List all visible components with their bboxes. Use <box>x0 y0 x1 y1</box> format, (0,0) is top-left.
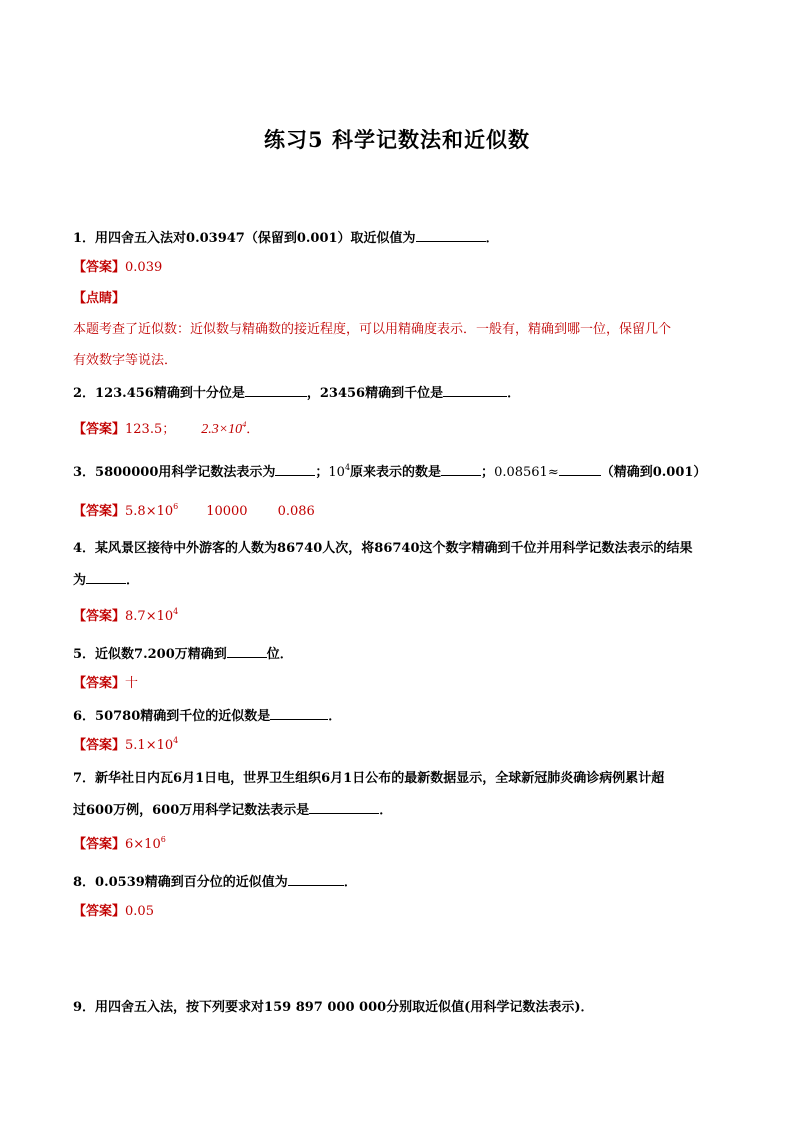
answer-blank <box>443 384 507 397</box>
answer-value-c: 0.086 <box>277 504 315 519</box>
answer-blank <box>245 384 307 397</box>
question-3-text-c: 原来表示的数是 <box>350 465 442 480</box>
question-1-text: 1．用四舍五入法对0.03947（保留到0.001）取近似值为 <box>73 231 416 246</box>
answer-4 <box>73 608 178 626</box>
answer-blank <box>416 229 486 242</box>
question-6-text: 6．50780精确到千位的近似数是 <box>73 709 271 724</box>
question-8-text: 8．0.0539精确到百分位的近似值为 <box>73 875 288 890</box>
question-5-end: 位． <box>266 647 293 662</box>
question-8 <box>73 873 357 892</box>
answer-blank <box>288 873 344 886</box>
answer-tag: 【答案】 <box>73 422 126 437</box>
question-3 <box>73 463 706 482</box>
answer-1 <box>73 259 162 277</box>
question-3-text-a: 3．5800000用科学记数法表示为 <box>73 465 276 480</box>
page-title: 练习5 科学记数法和近似数 <box>264 127 530 152</box>
answer-blank <box>309 801 379 814</box>
answer-tag: 【答案】 <box>73 904 126 919</box>
answer-value: $5.1\times 10^4$ <box>125 736 179 753</box>
question-5 <box>73 645 293 664</box>
answer-value: $6\times 10^6$ <box>125 835 166 852</box>
answer-8 <box>73 903 154 921</box>
question-4-end: ． <box>126 573 140 588</box>
question-4-line-2 <box>73 571 139 590</box>
question-3-text-d: ； <box>481 465 495 480</box>
answer-value-a: 123.5； <box>125 422 176 437</box>
answer-3 <box>73 503 315 521</box>
answer-tag: 【答案】 <box>73 738 126 753</box>
answer-6 <box>73 737 178 755</box>
question-2-text-b: ，23456精确到千位是 <box>306 386 444 401</box>
answer-blank <box>227 645 267 658</box>
question-1-end: ． <box>485 231 499 246</box>
answer-blank <box>559 463 601 476</box>
answer-5 <box>73 675 138 693</box>
answer-tag: 【答案】 <box>73 676 126 691</box>
answer-tag: 【答案】 <box>73 837 126 852</box>
answer-value-b: 10000 <box>206 504 248 519</box>
hint-line-2: 有效数字等说法． <box>73 353 178 368</box>
answer-end: ． <box>246 422 260 437</box>
answer-7 <box>73 836 166 854</box>
answer-value: 0.05 <box>125 904 154 919</box>
hint-tag-text: 【点睛】 <box>73 291 126 306</box>
answer-tag: 【答案】 <box>73 260 126 275</box>
question-9: 9．用四舍五入法，按下列要求对159 897 000 000分别取近似值(用科学记数法表示)． <box>73 1000 594 1015</box>
hint-tag <box>73 290 125 308</box>
question-6 <box>73 707 341 726</box>
question-7-text: 过600万例，600万用科学记数法表示是 <box>73 803 310 818</box>
answer-blank <box>86 571 126 584</box>
answer-blank <box>270 707 328 720</box>
question-2-text-a: 2．123.456精确到十分位是 <box>73 386 245 401</box>
question-4-text: 为 <box>73 573 87 588</box>
answer-blank <box>441 463 481 476</box>
answer-value: $8.7\times 10^4$ <box>125 607 179 624</box>
question-2-end: ． <box>507 386 521 401</box>
hint-line-1: 本题考查了近似数：近似数与精确数的接近程度，可以用精确度表示．一般有，精确到哪一位，保留几个 <box>73 322 672 337</box>
answer-value-a: $5.8\times 10^6$ <box>125 502 179 519</box>
power-expression: $10^4$ <box>328 463 351 480</box>
question-2 <box>73 384 520 403</box>
question-8-end: ． <box>343 875 357 890</box>
question-7-end: ． <box>379 803 393 818</box>
question-7-line-2 <box>73 801 392 820</box>
answer-tag: 【答案】 <box>73 504 126 519</box>
answer-tag: 【答案】 <box>73 609 126 624</box>
approx-expression: 0.08561≈ <box>494 465 559 480</box>
answer-blank <box>275 463 315 476</box>
answer-value-b: $2.3\times 10^4$ <box>201 420 247 437</box>
question-7-line-1: 7．新华社日内瓦6月1日电，世界卫生组织6月1日公布的最新数据显示，全球新冠肺炎确诊病例累计超 <box>73 771 665 786</box>
question-1 <box>73 229 499 248</box>
answer-2 <box>73 421 259 439</box>
answer-value: 十 <box>125 676 139 691</box>
question-4-line-1: 4．某风景区接待中外游客的人数为86740人次，将86740这个数字精确到千位并用科学记数法表示的结果 <box>73 541 693 556</box>
question-5-text: 5．近似数7.200万精确到 <box>73 647 227 662</box>
question-6-end: ． <box>328 709 342 724</box>
answer-value: 0.039 <box>125 260 163 275</box>
question-3-text-b: ； <box>315 465 329 480</box>
question-3-text-e: （精确到0.001） <box>600 465 707 480</box>
